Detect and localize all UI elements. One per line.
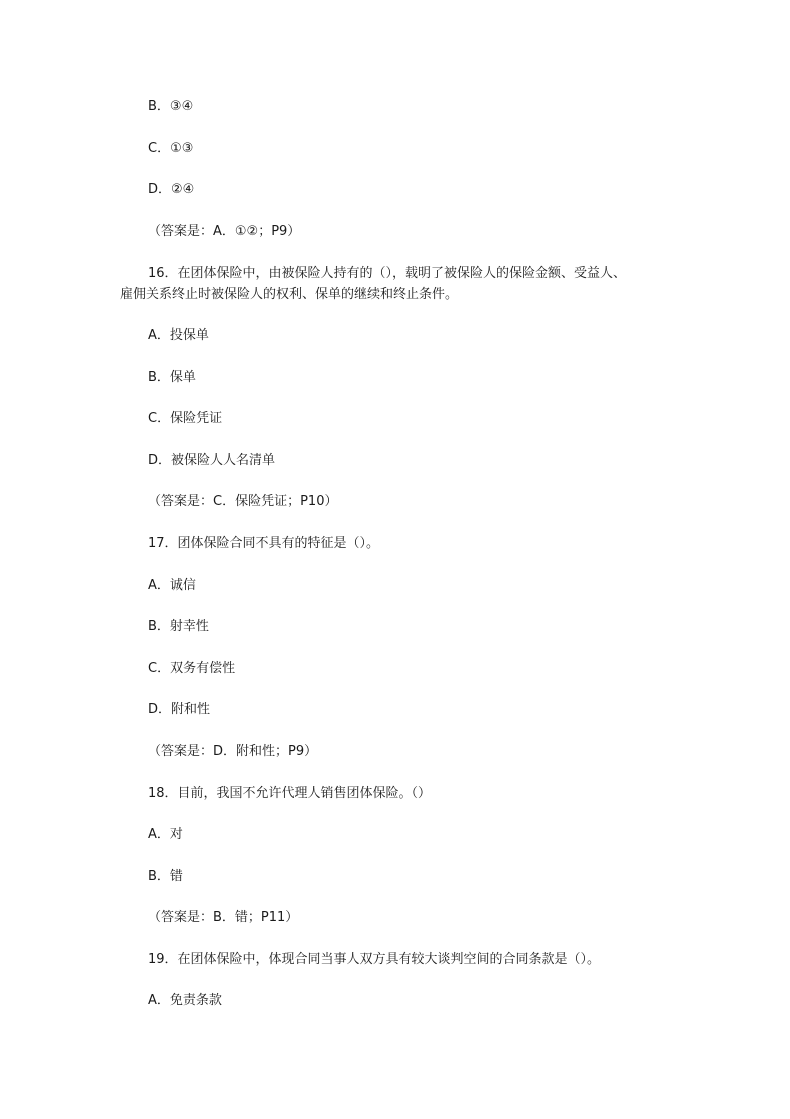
answer-17: （答案是：D．附和性；P9） [148, 744, 318, 759]
q19-option-a: A．免责条款 [148, 993, 222, 1008]
q17-option-c: C．双务有偿性 [148, 661, 236, 676]
q16-option-b: B．保单 [148, 370, 196, 385]
question-17: 17．团体保险合同不具有的特征是（）。 [148, 536, 380, 551]
option-d-prev: D．②④ [148, 182, 195, 197]
option-c-prev: C．①③ [148, 141, 194, 156]
question-19: 19．在团体保险中，体现合同当事人双方具有较大谈判空间的合同条款是（）。 [148, 952, 601, 967]
q18-option-a: A．对 [148, 827, 183, 842]
answer-15: （答案是：A．①②；P9） [148, 224, 301, 239]
question-18: 18．目前，我国不允许代理人销售团体保险。（） [148, 786, 432, 801]
answer-18: （答案是：B．错；P11） [148, 910, 299, 925]
q16-option-a: A．投保单 [148, 328, 209, 343]
q17-option-a: A．诚信 [148, 578, 196, 593]
q16-option-c: C．保险凭证 [148, 411, 223, 426]
q16-option-d: D．被保险人人名清单 [148, 453, 276, 468]
question-16-line2: 雇佣关系终止时被保险人的权利、保单的继续和终止条件。 [120, 287, 459, 302]
q17-option-b: B．射幸性 [148, 619, 209, 634]
option-b-prev: B．③④ [148, 99, 194, 114]
q18-option-b: B．错 [148, 869, 183, 884]
question-16-line1: 16．在团体保险中，由被保险人持有的（），载明了被保险人的保险金额、受益人、 [148, 266, 627, 281]
answer-16: （答案是：C．保险凭证；P10） [148, 494, 338, 509]
q17-option-d: D．附和性 [148, 702, 211, 717]
